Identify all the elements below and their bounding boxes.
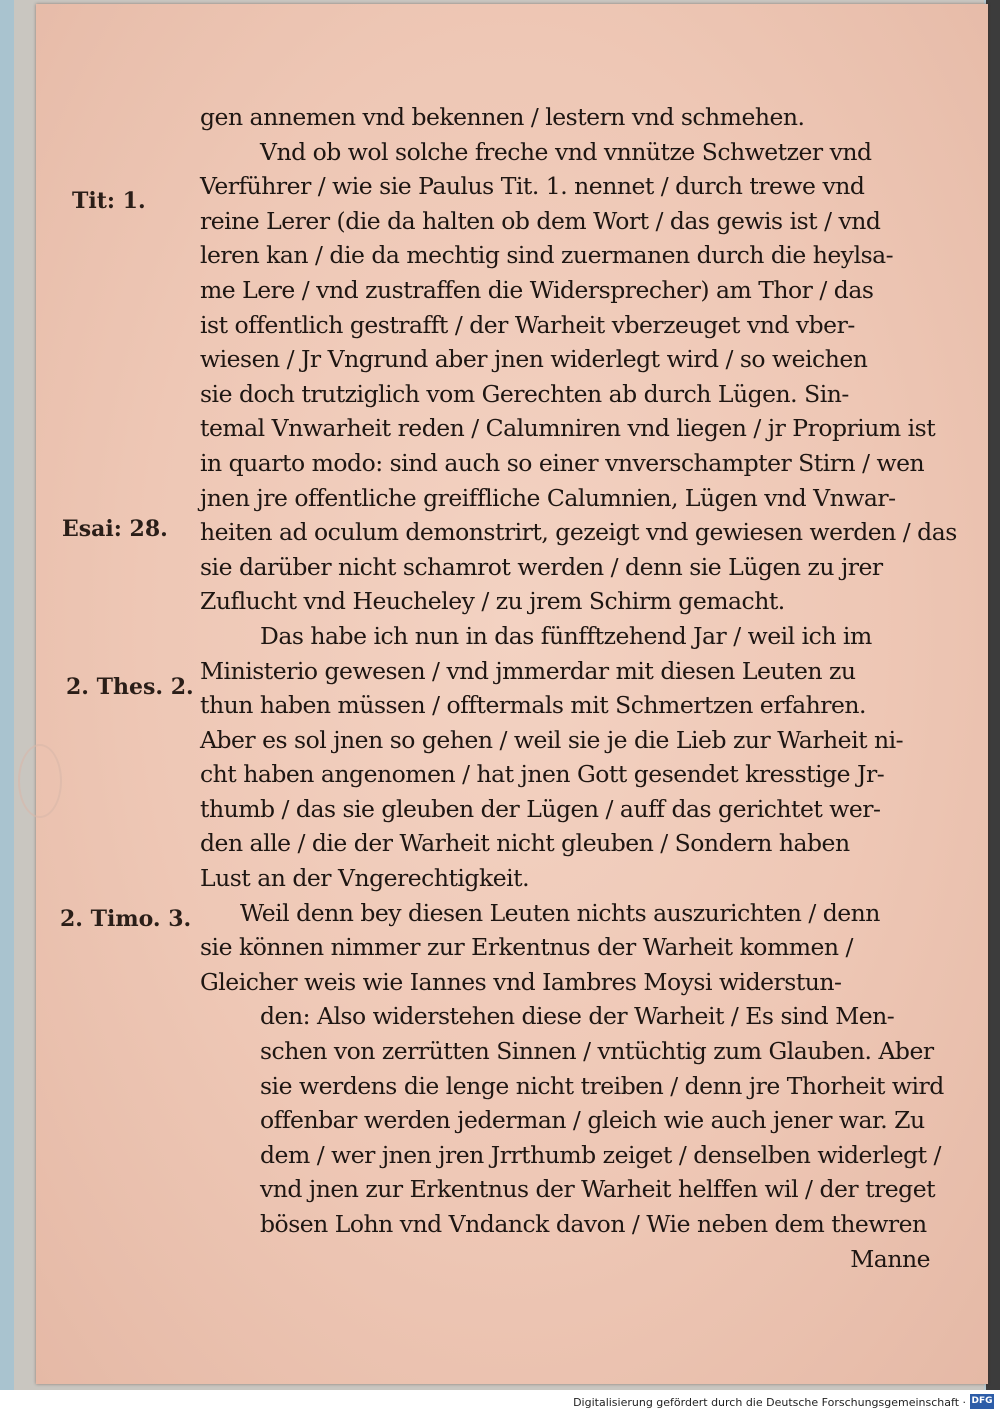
text-line: ist offentlich gestrafft / der Warheit vberzeuget vnd vber-	[200, 310, 855, 339]
body-text	[200, 100, 957, 1276]
text-line: offenbar werden jederman / gleich wie auch jener war. Zu	[260, 1106, 925, 1135]
text-line: sie doch trutziglich vom Gerechten ab durch Lügen. Sin-	[200, 379, 849, 408]
text-line: Weil denn bey diesen Leuten nichts auszurichten / denn	[240, 898, 880, 927]
footer-bar	[0, 1390, 1000, 1416]
text-line: Ministerio gewesen / vnd jmmerdar mit diesen Leuten zu	[200, 656, 856, 685]
text-line: dem / wer jnen jren Jrrthumb zeiget / denselben widerlegt /	[260, 1140, 941, 1169]
text-line: den alle / die der Warheit nicht gleuben / Sondern haben	[200, 829, 850, 858]
catchword: Manne	[850, 1244, 930, 1273]
margin-note-esai: Esai: 28.	[62, 516, 168, 542]
margin-note-tit: Tit: 1.	[72, 188, 146, 214]
text-line: sie darüber nicht schamrot werden / denn sie Lügen zu jrer	[200, 552, 883, 581]
margin-note-timo: 2. Timo. 3.	[60, 906, 192, 932]
text-line: vnd jnen zur Erkentnus der Warheit helffen wil / der treget	[260, 1175, 936, 1204]
text-line: Lust an der Vngerechtigkeit.	[200, 864, 530, 893]
text-line: Aber es sol jnen so gehen / weil sie je die Lieb zur Warheit ni-	[200, 725, 904, 754]
text-line: thun haben müssen / offtermals mit Schmertzen erfahren.	[200, 691, 867, 720]
text-line: heiten ad oculum demonstrirt, gezeigt vnd gewiesen werden / das	[200, 518, 957, 547]
margin-note-thess: 2. Thes. 2.	[66, 674, 194, 700]
text-line: temal Vnwarheit reden / Calumniren vnd liegen / jr Proprium ist	[200, 414, 936, 443]
text-line: Zuflucht vnd Heucheley / zu jrem Schirm gemacht.	[200, 587, 785, 616]
text-line: schen von zerrütten Sinnen / vntüchtig zum Glauben. Aber	[260, 1037, 934, 1066]
text-line: Vnd ob wol solche freche vnd vnnütze Schwetzer vnd	[260, 137, 872, 166]
text-line: me Lere / vnd zustraffen die Widersprecher) am Thor / das	[200, 275, 874, 304]
text-line: reine Lerer (die da halten ob dem Wort / das gewis ist / vnd	[200, 206, 881, 235]
text-line: sie werdens die lenge nicht treiben / denn jre Thorheit wird	[260, 1071, 944, 1100]
text-line: Das habe ich nun in das fünfftzehend Jar / weil ich im	[260, 621, 872, 650]
text-line: jnen jre offentliche greiffliche Calumnien, Lügen vnd Vnwar-	[200, 483, 896, 512]
text-line: den: Also widerstehen diese der Warheit / Es sind Men-	[260, 1002, 895, 1031]
text-line: gen annemen vnd bekennen / lestern vnd schmehen.	[200, 103, 805, 131]
scan-edge	[986, 0, 1000, 1390]
text-line: Verführer / wie sie Paulus Tit. 1. nennet / durch trewe vnd	[200, 172, 865, 201]
footer-credit: Digitalisierung gefördert durch die Deutsche Forschungsgemeinschaft ·	[573, 1396, 966, 1409]
text-line: in quarto modo: sind auch so einer vnverschampter Stirn / wen	[200, 448, 925, 477]
text-line: sie können nimmer zur Erkentnus der Warheit kommen /	[200, 933, 853, 962]
text-line: Gleicher weis wie Iannes vnd Iambres Moysi widerstun-	[200, 967, 842, 996]
text-line: thumb / das sie gleuben der Lügen / auff das gerichtet wer-	[200, 794, 881, 823]
text-line: cht haben angenomen / hat jnen Gott gesendet kresstige Jr-	[200, 760, 885, 789]
text-line: leren kan / die da mechtig sind zuermanen durch die heylsa-	[200, 241, 894, 270]
dfg-logo-icon: DFG	[970, 1394, 994, 1409]
text-line: bösen Lohn vnd Vndanck davon / Wie neben dem thewren	[260, 1210, 927, 1238]
text-line: wiesen / Jr Vngrund aber jnen widerlegt wird / so weichen	[200, 345, 868, 374]
